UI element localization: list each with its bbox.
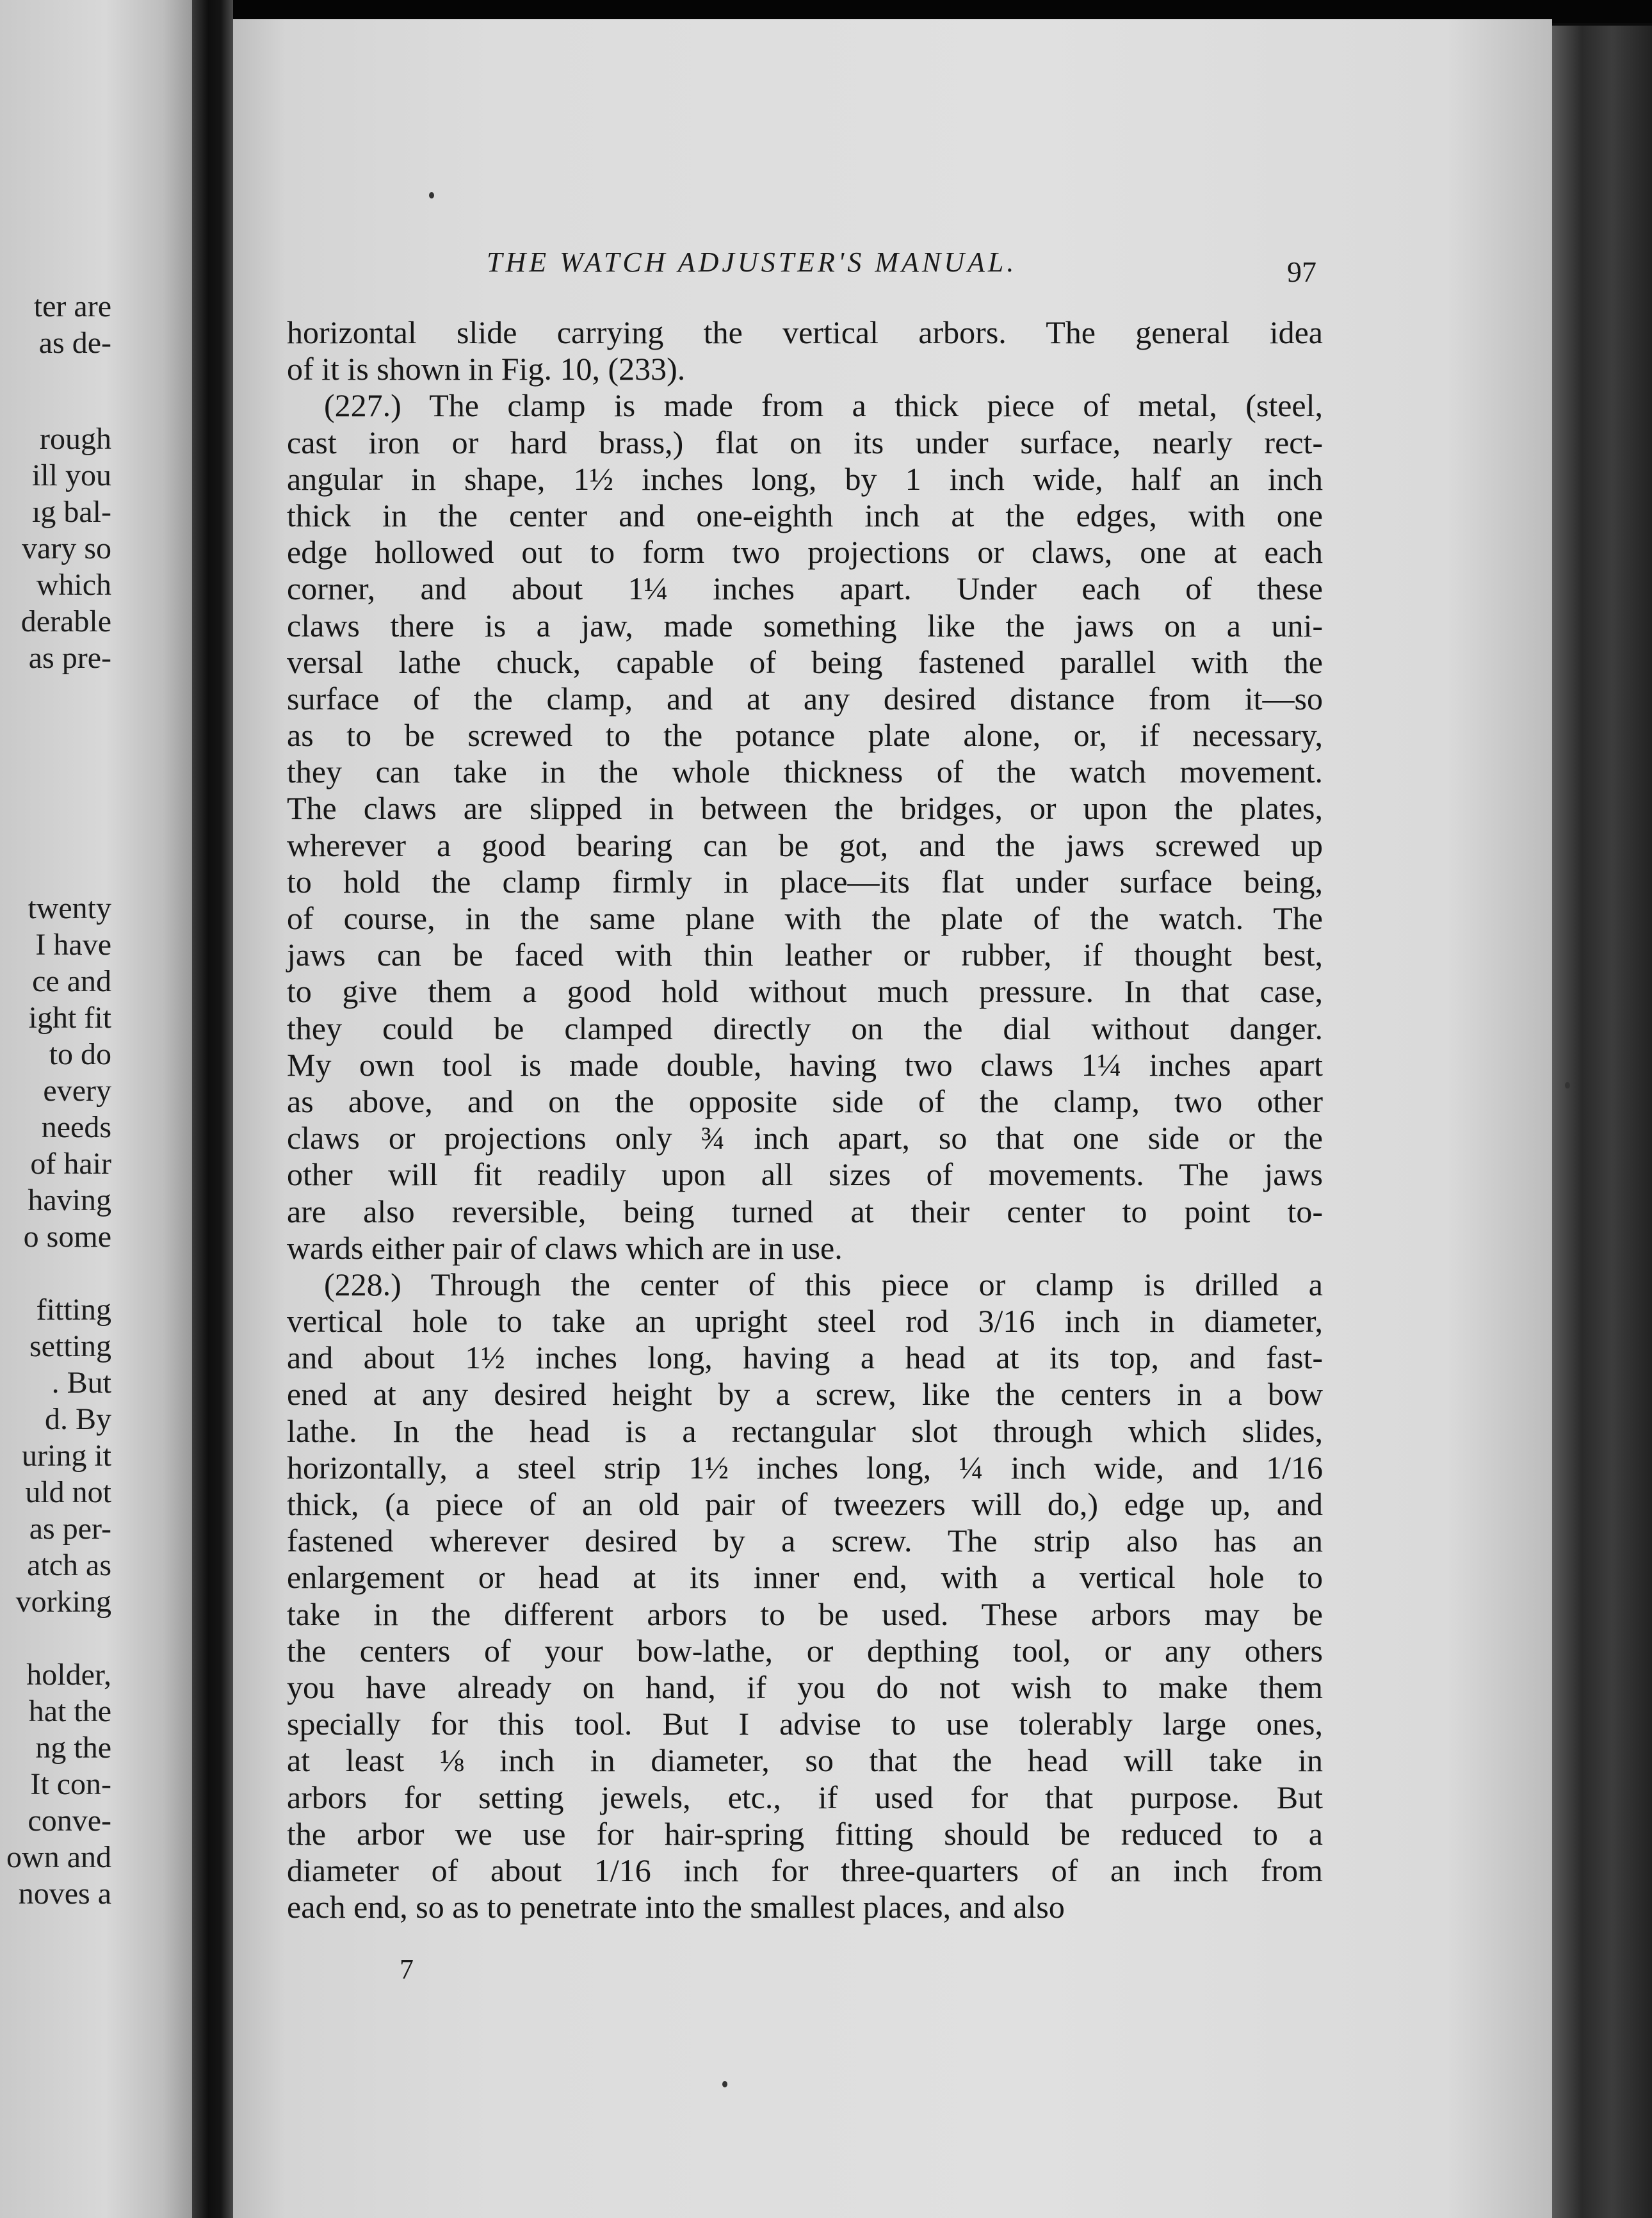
page-edge	[1552, 26, 1652, 2218]
left-page-line: hat the	[28, 1694, 111, 1728]
body-line: corner, and about 1¼ inches apart. Under each of these	[287, 571, 1323, 607]
body-line: enlargement or head at its inner end, with a vertical hole to	[287, 1559, 1323, 1596]
body-line: they could be clamped directly on the dial without danger.	[287, 1010, 1323, 1046]
body-line: are also reversible, being turned at their center to point to-	[287, 1193, 1323, 1229]
left-page-line: as per-	[29, 1512, 111, 1546]
left-page-line: ill you	[31, 458, 111, 492]
left-facing-page	[0, 0, 192, 2218]
left-page-line: o some	[23, 1220, 111, 1254]
body-line: jaws can be faced with thin leather or rubber, if thought best,	[287, 937, 1323, 973]
left-page-line: derable	[20, 604, 111, 638]
body-line: as above, and on the opposite side of the clamp, two other	[287, 1083, 1323, 1119]
body-line: My own tool is made double, having two claws 1¼ inches apart	[287, 1046, 1323, 1083]
body-line: take in the different arbors to be used. These arbors may be	[287, 1596, 1323, 1632]
left-page-line: uld not	[25, 1475, 111, 1509]
body-line: at least ⅛ inch in diameter, so that the head will take in	[287, 1742, 1323, 1779]
body-line: to give them a good hold without much pressure. In that case,	[287, 973, 1323, 1010]
body-line: edge hollowed out to form two projections or claws, one at each	[287, 534, 1323, 571]
left-page-line: ight fit	[28, 1001, 111, 1035]
body-line: to hold the clamp firmly in place—its flat under surface being,	[287, 863, 1323, 900]
body-line: versal lathe chuck, capable of being fastened parallel with the	[287, 644, 1323, 680]
left-page-line: having	[28, 1183, 111, 1217]
body-line: you have already on hand, if you do not wish to make them	[287, 1669, 1323, 1705]
left-page-line: noves a	[18, 1877, 111, 1911]
left-page-line: It con-	[30, 1767, 111, 1801]
body-line: claws or projections only ¾ inch apart, so that one side or the	[287, 1120, 1323, 1156]
body-line: of it is shown in Fig. 10, (233).	[287, 351, 686, 387]
body-line: arbors for setting jewels, etc., if used for that purpose. But	[287, 1779, 1323, 1815]
body-line: ened at any desired height by a screw, like the centers in a bow	[287, 1376, 1323, 1413]
body-line: surface of the clamp, and at any desired distance from it—so	[287, 680, 1323, 716]
left-page-line: of hair	[30, 1147, 111, 1181]
left-page-line: ng the	[35, 1731, 111, 1765]
body-line: other will fit readily upon all sizes of movements. The jaws	[287, 1156, 1323, 1193]
speck	[1565, 1082, 1570, 1089]
body-line: angular in shape, 1½ inches long, by 1 inch wide, half an inch	[287, 460, 1323, 497]
left-page-line: holder,	[26, 1658, 111, 1692]
left-page-line: vary so	[22, 531, 111, 565]
left-page-line: ce and	[32, 964, 111, 998]
left-page-line: I have	[35, 928, 111, 962]
body-line: diameter of about 1/16 inch for three-quarters of an inch from	[287, 1852, 1323, 1888]
speck	[429, 192, 434, 198]
left-page-line: uring it	[22, 1439, 111, 1473]
left-page-line: conve-	[28, 1804, 111, 1838]
left-page-line: twenty	[28, 891, 111, 925]
body-text	[287, 314, 1323, 1925]
body-line: the centers of your bow-lathe, or depthing tool, or any others	[287, 1632, 1323, 1669]
left-page-line: which	[36, 568, 111, 602]
speck	[722, 2081, 727, 2087]
left-page-line: . But	[51, 1366, 111, 1400]
left-page-line: every	[43, 1074, 111, 1108]
signature-mark: 7	[400, 1954, 414, 1985]
body-line: The claws are slipped in between the bridges, or upon the plates,	[287, 790, 1323, 827]
left-page-line: as de-	[38, 326, 111, 360]
left-page-line: fitting	[36, 1293, 111, 1327]
body-line: vertical hole to take an upright steel rod 3/16 inch in diameter,	[287, 1303, 1323, 1340]
body-line: horizontal slide carrying the vertical arbors. The general idea	[287, 314, 1323, 350]
left-page-line: vorking	[15, 1585, 111, 1619]
left-page-line: to do	[49, 1037, 111, 1071]
body-line: as to be screwed to the potance plate alone, or, if necessary,	[287, 717, 1323, 754]
left-page-line: ıg bal-	[32, 495, 111, 529]
left-page-line: rough	[40, 422, 111, 456]
left-page-line: d. By	[44, 1402, 111, 1436]
body-line: each end, so as to penetrate into the smallest places, and also	[287, 1889, 1065, 1925]
body-line: they can take in the whole thickness of the watch movement.	[287, 754, 1323, 790]
left-page-line: as pre-	[28, 641, 111, 675]
body-line: wherever a good bearing can be got, and the jaws screwed up	[287, 827, 1323, 863]
body-line: (228.) Through the center of this piece or clamp is drilled a	[324, 1266, 1323, 1302]
body-line: claws there is a jaw, made something like the jaws on a uni-	[287, 607, 1323, 644]
body-line: wards either pair of claws which are in use.	[287, 1229, 843, 1266]
body-line: the arbor we use for hair-spring fitting should be reduced to a	[287, 1815, 1323, 1852]
body-line: (227.) The clamp is made from a thick piece of metal, (steel,	[324, 387, 1323, 424]
left-page-line: atch as	[27, 1548, 111, 1582]
left-page-line: needs	[41, 1110, 111, 1144]
body-line: cast iron or hard brass,) flat on its under surface, nearly rect-	[287, 424, 1323, 460]
left-page-line: own and	[6, 1840, 111, 1874]
body-line: thick in the center and one-eighth inch at the edges, with one	[287, 497, 1323, 533]
body-line: horizontally, a steel strip 1½ inches long, ¼ inch wide, and 1/16	[287, 1449, 1323, 1485]
book-gutter	[192, 0, 233, 2218]
body-line: fastened wherever desired by a screw. The strip also has an	[287, 1523, 1323, 1559]
body-line: thick, (a piece of an old pair of tweezers will do,) edge up, and	[287, 1486, 1323, 1522]
page-number: 97	[1287, 255, 1316, 288]
left-page-line: setting	[29, 1329, 111, 1363]
body-line: and about 1½ inches long, having a head at its top, and fast-	[287, 1340, 1323, 1376]
left-page-line: ter are	[33, 289, 111, 323]
running-title: THE WATCH ADJUSTER'S MANUAL.	[487, 247, 1017, 278]
body-line: specially for this tool. But I advise to use tolerably large ones,	[287, 1706, 1323, 1742]
body-line: of course, in the same plane with the plate of the watch. The	[287, 900, 1323, 936]
body-line: lathe. In the head is a rectangular slot through which slides,	[287, 1413, 1323, 1449]
